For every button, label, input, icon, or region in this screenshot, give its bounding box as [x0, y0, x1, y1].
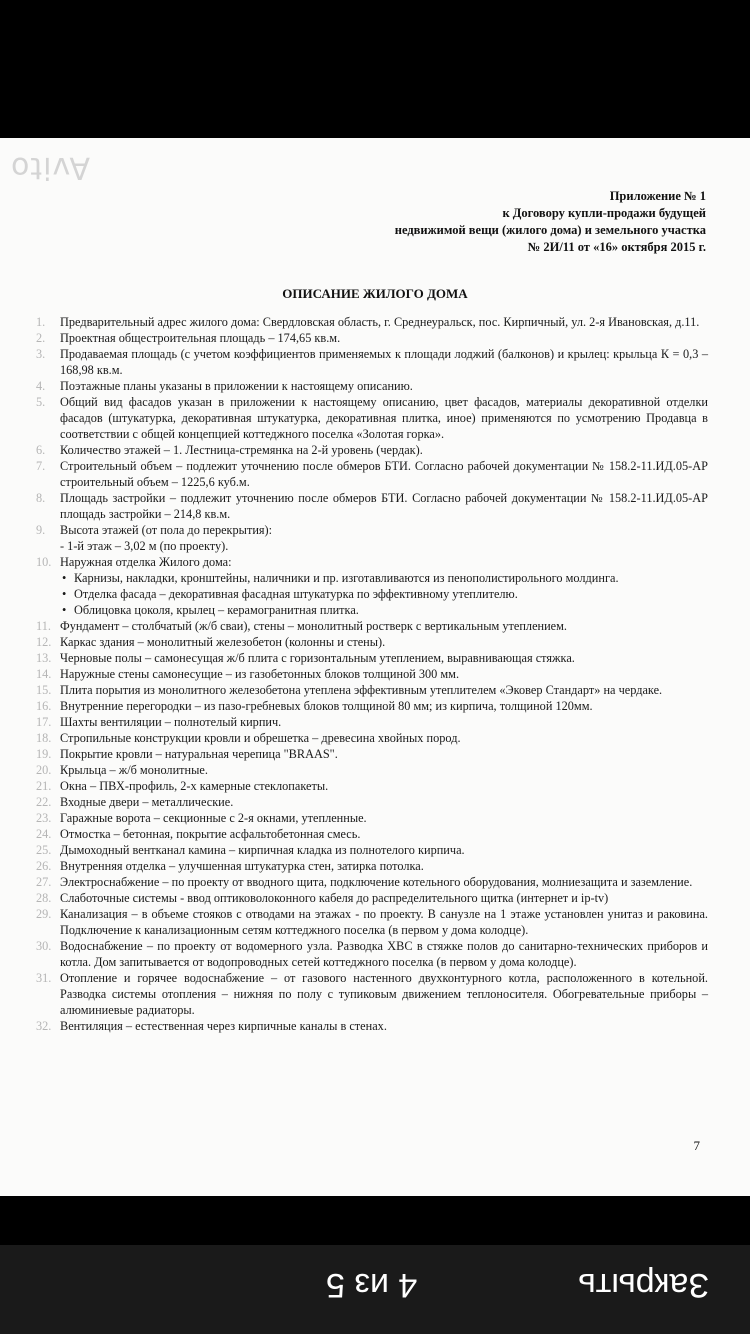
item-text — [60, 714, 708, 730]
item-main-text: Фундамент – столбчатый (ж/б сваи), стены – монолитный ростверк с вертикальным утеплением. — [60, 619, 567, 633]
appendix-line: недвижимой вещи (жилого дома) и земельного участка — [394, 223, 706, 237]
item-number: 29. — [36, 907, 52, 921]
list-item — [36, 778, 708, 794]
item-text — [60, 442, 708, 458]
item-main-text: Внутренняя отделка – улучшенная штукатурка стен, затирка потолка. — [60, 859, 424, 873]
item-main-text: Окна – ПВХ-профиль, 2-х камерные стеклопакеты. — [60, 779, 329, 793]
list-item — [36, 746, 708, 762]
item-subtext: - 1-й этаж – 3,02 м (по проекту). — [60, 539, 229, 553]
item-number: 4. — [36, 379, 46, 393]
item-main-text: Дымоходный вентканал камина – кирпичная кладка из полнотелого кирпича. — [60, 843, 465, 857]
item-number: 17. — [36, 715, 52, 729]
item-number: 12. — [36, 635, 52, 649]
page-number: 7 — [693, 1138, 700, 1153]
appendix-line: № 2И/11 от «16» октября 2015 г. — [527, 240, 706, 254]
document-title: ОПИСАНИЕ ЖИЛОГО ДОМА — [282, 286, 468, 301]
item-main-text: Водоснабжение – по проекту от водомерного узла. Разводка ХВС в стяжке полов до санитарно-технических приборов и котла. Дом запитывается от водопроводных сетей коттеджного поселка (в первом у дома колодце). — [60, 939, 708, 969]
list-item — [36, 810, 708, 826]
list-item — [36, 378, 708, 394]
item-main-text: Проектная общестроительная площадь – 174,65 кв.м. — [60, 331, 341, 345]
item-main-text: Слаботочные системы - ввод оптиковолоконного кабеля до распределительного щитка (интернет и ip-tv) — [60, 891, 609, 905]
item-number: 2. — [36, 331, 46, 345]
item-main-text: Гаражные ворота – секционные с 2-я окнами, утепленные. — [60, 811, 367, 825]
item-text — [60, 634, 708, 650]
item-number: 5. — [36, 395, 46, 409]
item-number: 21. — [36, 779, 52, 793]
item-number: 25. — [36, 843, 52, 857]
item-text — [60, 970, 708, 1018]
item-number: 7. — [36, 459, 46, 473]
item-text — [60, 810, 708, 826]
item-main-text: Каркас здания – монолитный железобетон (колонны и стены). — [60, 635, 386, 649]
list-item — [36, 730, 708, 746]
item-main-text: Вентиляция – естественная через кирпичные каналы в стенах. — [60, 1019, 387, 1033]
item-text — [60, 330, 708, 346]
item-text — [60, 490, 708, 522]
list-item — [36, 554, 708, 570]
item-text — [60, 458, 708, 490]
appendix-header — [395, 188, 706, 256]
item-text — [60, 938, 708, 970]
item-main-text: Отмостка – бетонная, покрытие асфальтобетонная смесь. — [60, 827, 361, 841]
item-main-text: Высота этажей (от пола до перекрытия): — [60, 523, 273, 537]
item-text — [60, 762, 708, 778]
item-text — [60, 778, 708, 794]
appendix-line: Приложение № 1 — [609, 189, 706, 203]
list-item — [36, 970, 708, 1018]
item-text — [60, 906, 708, 938]
item-text — [60, 554, 708, 570]
item-main-text: Черновые полы – самонесущая ж/б плита с горизонтальным утеплением, выравнивающая стяжка. — [60, 651, 575, 665]
item-main-text: Наружная отделка Жилого дома: — [60, 555, 232, 569]
item-text — [60, 378, 708, 394]
item-number: 14. — [36, 667, 52, 681]
item-number: 16. — [36, 699, 52, 713]
item-number: 26. — [36, 859, 52, 873]
item-main-text: Покрытие кровли – натуральная черепица "BRAAS". — [60, 747, 338, 761]
item-number: 9. — [36, 523, 46, 537]
item-number: 13. — [36, 651, 52, 665]
item-text — [60, 522, 708, 554]
list-item — [36, 394, 708, 442]
bullet-icon: • — [62, 571, 67, 585]
list-item — [36, 842, 708, 858]
item-number: 27. — [36, 875, 52, 889]
close-button[interactable]: Закрыть — [578, 1266, 709, 1304]
item-number: 1. — [36, 315, 46, 329]
bullet-text: Облицовка цоколя, крылец – керамогранитная плитка. — [74, 603, 359, 617]
list-item — [36, 490, 708, 522]
item-text — [60, 730, 708, 746]
item-main-text: Площадь застройки – подлежит уточнению после обмеров БТИ. Согласно рабочей документации № 158.2-11.ИД.05-АР площадь застройки – 214,8 кв.м. — [60, 491, 708, 521]
item-number: 28. — [36, 891, 52, 905]
item-main-text: Крыльца – ж/б монолитные. — [60, 763, 208, 777]
list-item — [36, 682, 708, 698]
list-item — [36, 938, 708, 970]
item-text — [60, 650, 708, 666]
item-main-text: Общий вид фасадов указан в приложении к настоящему описанию, цвет фасадов, материалы декоративной отделки фасадов (штукатурка, декоративная штукатурка, декоративная плитка, иное) применяются по усмотрению Продавца в соответствии с общей концепцией коттеджного поселка «Золотая горка». — [60, 395, 708, 441]
item-main-text: Плита порытия из монолитного железобетона утеплена эффективным утеплителем «Эковер Стандарт» на чердаке. — [60, 683, 663, 697]
bullet-text: Карнизы, накладки, кронштейны, наличники и пр. изготавливаются из пенополистирольного молдинга. — [74, 571, 619, 585]
item-text — [60, 826, 708, 842]
list-item — [36, 666, 708, 682]
list-item — [36, 714, 708, 730]
item-number: 18. — [36, 731, 52, 745]
list-item — [36, 618, 708, 634]
list-item — [36, 346, 708, 378]
item-main-text: Наружные стены самонесущие – из газобетонных блоков толщиной 300 мм. — [60, 667, 460, 681]
item-text — [60, 858, 708, 874]
list-item — [36, 858, 708, 874]
item-number: 23. — [36, 811, 52, 825]
bullet-icon: • — [62, 587, 67, 601]
page-counter: 4 из 5 — [326, 1266, 418, 1304]
item-main-text: Шахты вентиляции – полнотелый кирпич. — [60, 715, 282, 729]
list-item — [36, 650, 708, 666]
item-text — [60, 666, 708, 682]
item-number: 30. — [36, 939, 52, 953]
bullet-item — [36, 570, 708, 586]
item-main-text: Входные двери – металлические. — [60, 795, 234, 809]
list-item — [36, 458, 708, 490]
item-main-text: Поэтажные планы указаны в приложении к настоящему описанию. — [60, 379, 413, 393]
item-number: 3. — [36, 347, 46, 361]
item-number: 19. — [36, 747, 52, 761]
item-main-text: Строительный объем – подлежит уточнению после обмеров БТИ. Согласно рабочей документации № 158.2-11.ИД.05-АР строительный объем – 1225,6 куб.м. — [60, 459, 708, 489]
item-number: 15. — [36, 683, 52, 697]
item-main-text: Электроснабжение – по проекту от вводного щита, подключение котельного оборудования, молниезащита и заземление. — [60, 875, 693, 889]
watermark: Avito — [10, 150, 90, 185]
item-text — [60, 682, 708, 698]
list-item — [36, 634, 708, 650]
item-main-text: Стропильные конструкции кровли и обрешетка – древесина хвойных пород. — [60, 731, 461, 745]
item-main-text: Отопление и горячее водоснабжение – от газового настенного двухконтурного котла, расположенного в котельной. Разводка системы отопления – нижняя по полу с тупиковым движением теплоносителя. Обогревательные приборы – алюминиевые радиаторы. — [60, 971, 708, 1017]
list-item — [36, 826, 708, 842]
item-text — [60, 794, 708, 810]
item-text — [60, 890, 708, 906]
bullet-text: Отделка фасада – декоративная фасадная штукатурка по эффективному утеплителю. — [74, 587, 518, 601]
list-item — [36, 762, 708, 778]
bullet-icon: • — [62, 603, 67, 617]
list-item — [36, 314, 708, 330]
document-page — [0, 138, 750, 1196]
bullet-item — [36, 586, 708, 602]
item-number: 22. — [36, 795, 52, 809]
item-text — [60, 394, 708, 442]
list-item — [36, 906, 708, 938]
list-item — [36, 874, 708, 890]
item-number: 6. — [36, 443, 46, 457]
item-main-text: Внутренние перегородки – из пазо-гребневых блоков толщиной 80 мм; из кирпича, толщиной 120мм. — [60, 699, 593, 713]
item-number: 20. — [36, 763, 52, 777]
item-main-text: Предварительный адрес жилого дома: Свердловская область, г. Среднеуральск, пос. Кирпичный, ул. 2-я Ивановская, д.11. — [60, 315, 700, 329]
item-text — [60, 842, 708, 858]
item-text — [60, 698, 708, 714]
item-number: 32. — [36, 1019, 52, 1033]
list-item — [36, 330, 708, 346]
item-number: 24. — [36, 827, 52, 841]
list-item — [36, 890, 708, 906]
bullet-item — [36, 602, 708, 618]
list-item — [36, 522, 708, 554]
item-text — [60, 1018, 708, 1034]
item-text — [60, 346, 708, 378]
item-text — [60, 618, 708, 634]
item-number: 11. — [36, 619, 51, 633]
item-main-text: Количество этажей – 1. Лестница-стремянка на 2-й уровень (чердак). — [60, 443, 423, 457]
item-text — [60, 746, 708, 762]
item-main-text: Продаваемая площадь (с учетом коэффициентов применяемых к площади лоджий (балконов) и крылец: крыльца К = 0,3 – 168,98 кв.м. — [60, 347, 708, 377]
item-number: 10. — [36, 555, 52, 569]
appendix-line: к Договору купли-продажи будущей — [502, 206, 706, 220]
item-number: 31. — [36, 971, 52, 985]
item-number: 8. — [36, 491, 46, 505]
description-list — [36, 314, 708, 1034]
item-main-text: Канализация – в объеме стояков с отводами на этажах - по проекту. В санузле на 1 этаже установлен унитаз и раковина. Подключение к канализационным сетям коттеджного поселка (в первом у дома колодце). — [60, 907, 708, 937]
item-text — [60, 874, 708, 890]
list-item — [36, 442, 708, 458]
list-item — [36, 794, 708, 810]
list-item — [36, 1018, 708, 1034]
item-text — [60, 314, 708, 330]
list-item — [36, 698, 708, 714]
